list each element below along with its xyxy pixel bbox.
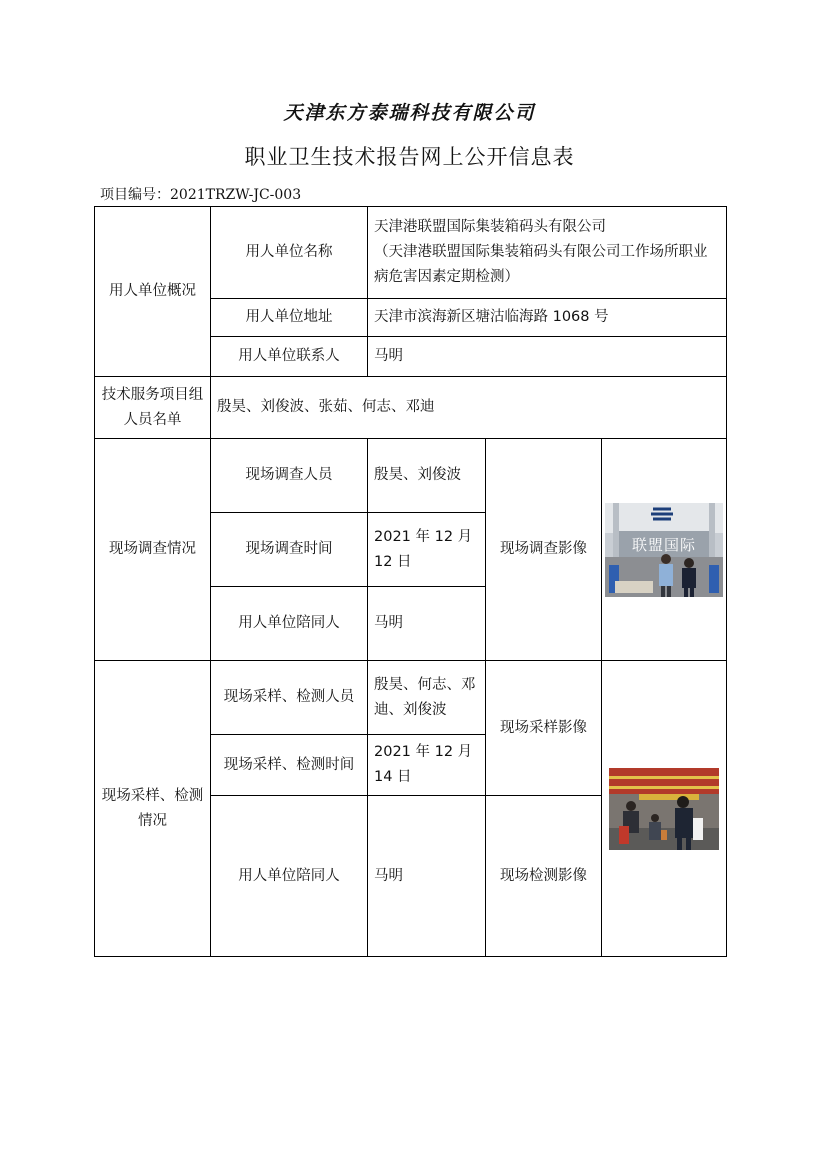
survey-time-label: 现场调查时间	[211, 513, 368, 587]
sampling-time-label: 现场采样、检测时间	[211, 735, 368, 796]
unit-section-label: 用人单位概况	[95, 207, 211, 377]
sampling-staff-value: 殷昊、何志、邓迪、刘俊波	[368, 661, 486, 735]
unit-address-value: 天津市滨海新区塘沽临海路 1068 号	[368, 299, 727, 337]
survey-photo-cell	[602, 439, 727, 661]
table-row	[95, 439, 727, 513]
survey-time-value: 2021 年 12 月 12 日	[368, 513, 486, 587]
sampling-staff-label: 现场采样、检测人员	[211, 661, 368, 735]
survey-photo-sign: 联盟国际	[631, 535, 697, 554]
unit-address-label: 用人单位地址	[211, 299, 368, 337]
sampling-escort-label: 用人单位陪同人	[211, 796, 368, 957]
team-label: 技术服务项目组人员名单	[95, 377, 211, 439]
sampling-image-label: 现场采样影像	[486, 661, 602, 796]
survey-image-label: 现场调查影像	[486, 439, 602, 661]
sampling-photo-cell	[602, 661, 727, 957]
info-table	[94, 206, 727, 957]
sampling-time-value: 2021 年 12 月 14 日	[368, 735, 486, 796]
table-row	[95, 207, 727, 299]
unit-name-value	[368, 207, 727, 299]
company-name: 天津东方泰瑞科技有限公司	[283, 102, 536, 124]
survey-photo	[605, 503, 723, 597]
unit-contact-label: 用人单位联系人	[211, 337, 368, 377]
sampling-section-label: 现场采样、检测情况	[95, 661, 211, 957]
unit-name-line2: （天津港联盟国际集装箱码头有限公司工作场所职业病危害因素定期检测）	[374, 244, 708, 285]
unit-name-line1: 天津港联盟国际集装箱码头有限公司	[374, 219, 606, 235]
survey-section-label: 现场调查情况	[95, 439, 211, 661]
survey-escort-value: 马明	[368, 587, 486, 661]
survey-escort-label: 用人单位陪同人	[211, 587, 368, 661]
table-row	[95, 377, 727, 439]
team-value: 殷昊、刘俊波、张茹、何志、邓迪	[211, 377, 727, 439]
detection-image-label: 现场检测影像	[486, 796, 602, 957]
unit-name-label: 用人单位名称	[211, 207, 368, 299]
page-title: 职业卫生技术报告网上公开信息表	[244, 145, 575, 169]
project-number: 项目编号：2021TRZW-JC-003	[100, 187, 302, 203]
sampling-escort-value: 马明	[368, 796, 486, 957]
sampling-photo	[609, 768, 719, 850]
survey-staff-value: 殷昊、刘俊波	[368, 439, 486, 513]
survey-staff-label: 现场调查人员	[211, 439, 368, 513]
table-row	[95, 661, 727, 735]
unit-contact-value: 马明	[368, 337, 727, 377]
